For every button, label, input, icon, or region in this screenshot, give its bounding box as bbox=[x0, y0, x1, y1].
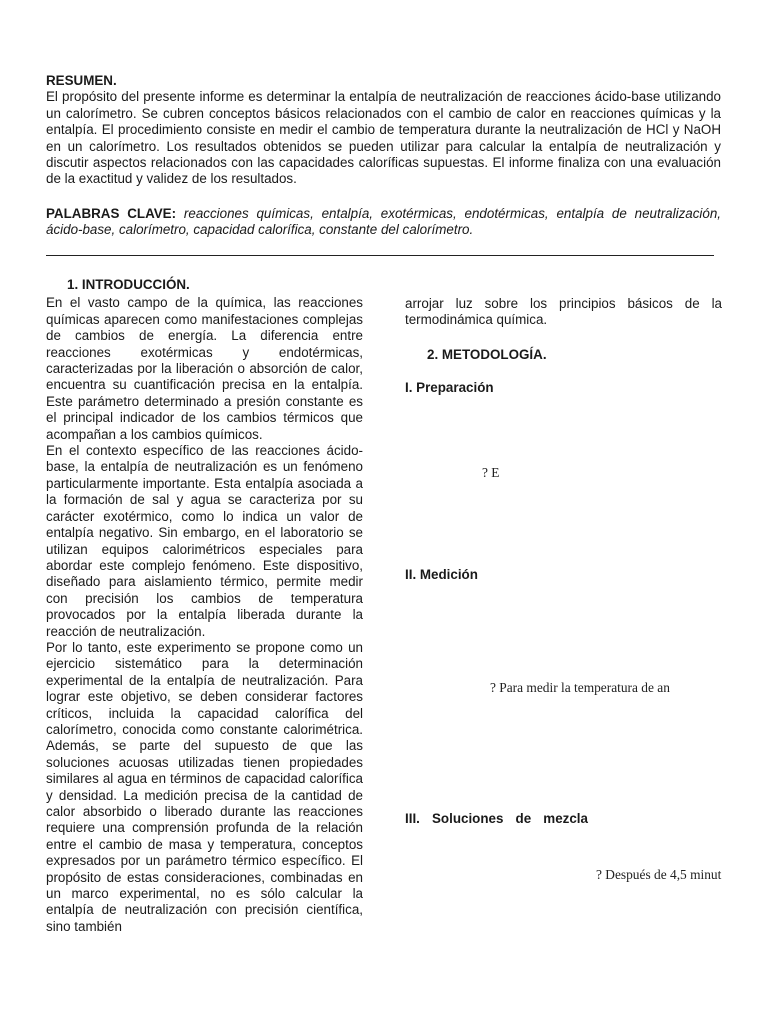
abstract-body: El propósito del presente informe es determinar la entalpía de neutralización de reacciones ácido-base utilizando un calorímetro. Se cubren conceptos básicos relacionados con el cambio de calor en reacciones químicas y la entalpía. El procedimiento consiste en medir el cambio de temperatura durante la neutralización de HCl y NaOH en un calorímetro. Los resultados obtenidos se pueden utilizar para calcular la entalpía de neutralización y discutir aspectos relacionados con las capacidades caloríficas supuestas. El informe finaliza con una evaluación de la exactitud y validez de los resultados. bbox=[46, 89, 721, 187]
abstract-section bbox=[46, 73, 721, 239]
subsection-soluciones-word-1: Soluciones bbox=[432, 811, 504, 826]
intro-continuation: arrojar luz sobre los principios básicos de la termodinámica química. bbox=[405, 296, 722, 328]
figure-placeholder-preparacion: ? E bbox=[482, 465, 500, 480]
intro-paragraph-3: Por lo tanto, este experimento se propone como un ejercicio sistemático para la determinación experimental de la entalpía de neutralización. Para lograr este objetivo, se deben considerar factores críticos, incluida la capacidad calorífica del calorímetro, conocida como constante calorimétrica. Además, se parte del supuesto de que las soluciones acuosas utilizadas tienen propiedades similares al agua en términos de capacidad calorífica y densidad. La medición precisa de la cantidad de calor absorbido o liberado durante las reacciones requiere una comprensión profunda de la relación entre el cambio de masa y temperatura, conceptos expresados por un parámetro térmico específico. El propósito de estas consideraciones, combinadas en un marco experimental, no es sólo calcular la entalpía de neutralización con precisión científica, sino también bbox=[46, 639, 363, 934]
subsection-medicion: II. Medición bbox=[405, 567, 478, 582]
subsection-soluciones-word-2: de bbox=[515, 811, 532, 826]
figure-placeholder-soluciones: ? Después de 4,5 minut bbox=[596, 867, 722, 882]
figure-placeholder-medicion: ? Para medir la temperatura de an bbox=[490, 680, 670, 695]
subsection-preparacion: I. Preparación bbox=[405, 380, 494, 395]
intro-paragraph-1: En el vasto campo de la química, las reacciones químicas aparecen como manifestaciones complejas de cambios de energía. La diferencia entre reacciones exotérmicas y endotérmicas, caracterizadas por la liberación o absorción de calor, encuentra su cuantificación precisa en la entalpía. Este parámetro determinado a presión constante es el principal indicador de los cambios térmicos que acompañan a los cambios químicos. bbox=[46, 295, 363, 442]
subsection-soluciones-number: III. bbox=[405, 811, 420, 826]
left-column bbox=[46, 277, 363, 935]
section-divider bbox=[46, 255, 714, 256]
methodology-heading: 2. METODOLOGÍA. bbox=[427, 347, 547, 362]
right-column bbox=[405, 296, 722, 329]
keywords-label: PALABRAS CLAVE: bbox=[46, 205, 177, 221]
abstract-heading: RESUMEN. bbox=[46, 73, 117, 88]
keywords-paragraph bbox=[46, 206, 721, 239]
subsection-soluciones bbox=[405, 811, 588, 827]
intro-heading: 1. INTRODUCCIÓN. bbox=[67, 277, 190, 292]
intro-paragraph-2: En el contexto específico de las reacciones ácido-base, la entalpía de neutralización es un fenómeno particularmente importante. Esta entalpía asociada a la formación de sal y agua se caracteriza por su carácter exotérmico, como lo indica un valor de entalpía negativo. Sin embargo, en el laboratorio se utilizan equipos calorimétricos especiales para abordar este complejo fenómeno. Este dispositivo, diseñado para aislamiento térmico, permite medir con precisión los cambios de temperatura provocados por la entalpía liberada durante la reacción de neutralización. bbox=[46, 443, 363, 639]
subsection-soluciones-word-3: mezcla bbox=[543, 811, 588, 826]
keywords-list: reacciones químicas, entalpía, exotérmicas, endotérmicas, entalpía de neutralización, ácido-base, calorímetro, capacidad calorífica, constante del calorímetro. bbox=[46, 205, 721, 238]
